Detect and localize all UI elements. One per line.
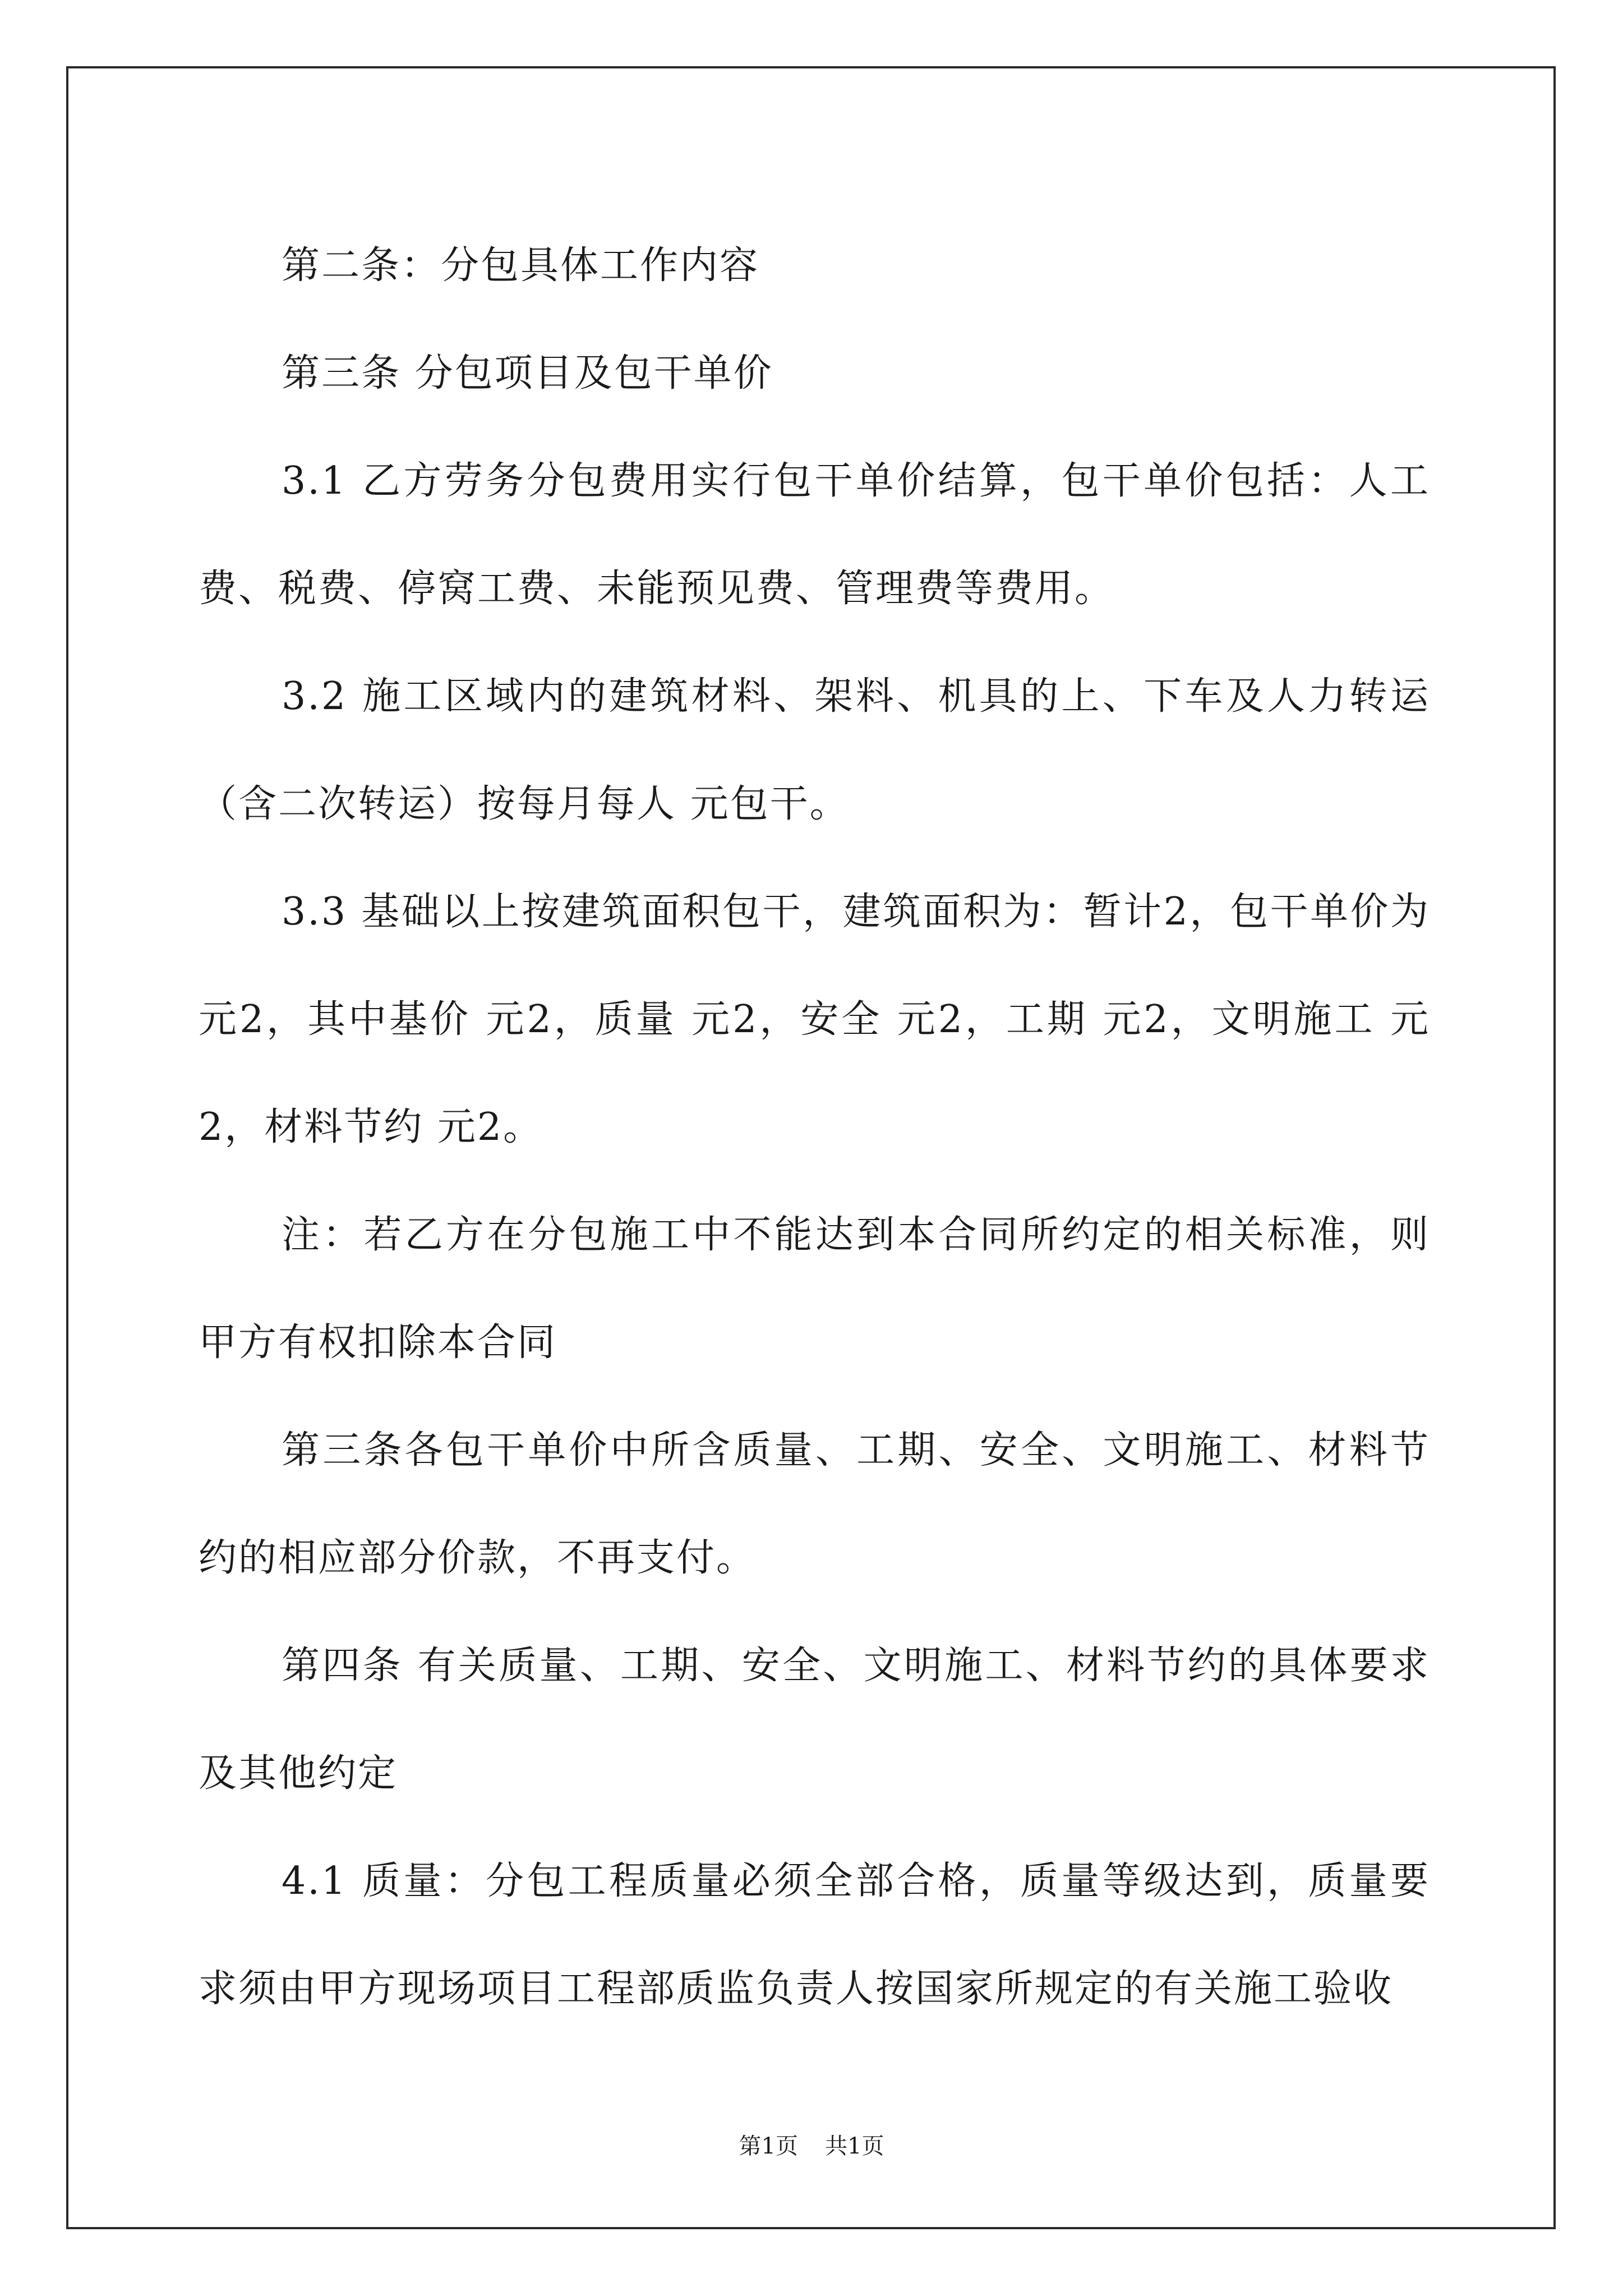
page-footer <box>0 2129 1623 2163</box>
clause-4-1: 4.1 质量：分包工程质量必须全部合格，质量等级达到，质量要求须由甲方现场项目工程部质监负责人按国家所规定的有关施工验收 <box>199 1859 1430 2011</box>
clause-2-heading: 第二条：分包具体工作内容 <box>282 243 760 288</box>
document-body <box>199 212 1430 2043</box>
clause-3-payment: 第三条各包干单价中所含质量、工期、安全、文明施工、材料节约的相应部分价款，不再支付。 <box>199 1428 1430 1580</box>
clause-3-heading: 第三条 分包项目及包干单价 <box>282 351 773 395</box>
clause-3-3: 3.3 基础以上按建筑面积包干，建筑面积为：暂计2，包干单价为 元2，其中基价 元2，质量 元2，安全 元2，工期 元2，文明施工 元2，材料节约 元2。 <box>199 890 1430 1149</box>
clause-3-1: 3.1 乙方劳务分包费用实行包干单价结算，包干单价包括：人工费、税费、停窝工费、未能预见费、管理费等费用。 <box>199 459 1430 611</box>
page-count: 共1页 <box>825 2133 884 2159</box>
clause-4-heading: 第四条 有关质量、工期、安全、文明施工、材料节约的具体要求及其他约定 <box>199 1644 1430 1796</box>
clause-3-2: 3.2 施工区域内的建筑材料、架料、机具的上、下车及人力转运（含二次转运）按每月每人 元包干。 <box>199 674 1430 826</box>
page-number: 第1页 <box>739 2133 798 2159</box>
note-paragraph: 注：若乙方在分包施工中不能达到本合同所约定的相关标准，则甲方有权扣除本合同 <box>199 1213 1430 1365</box>
